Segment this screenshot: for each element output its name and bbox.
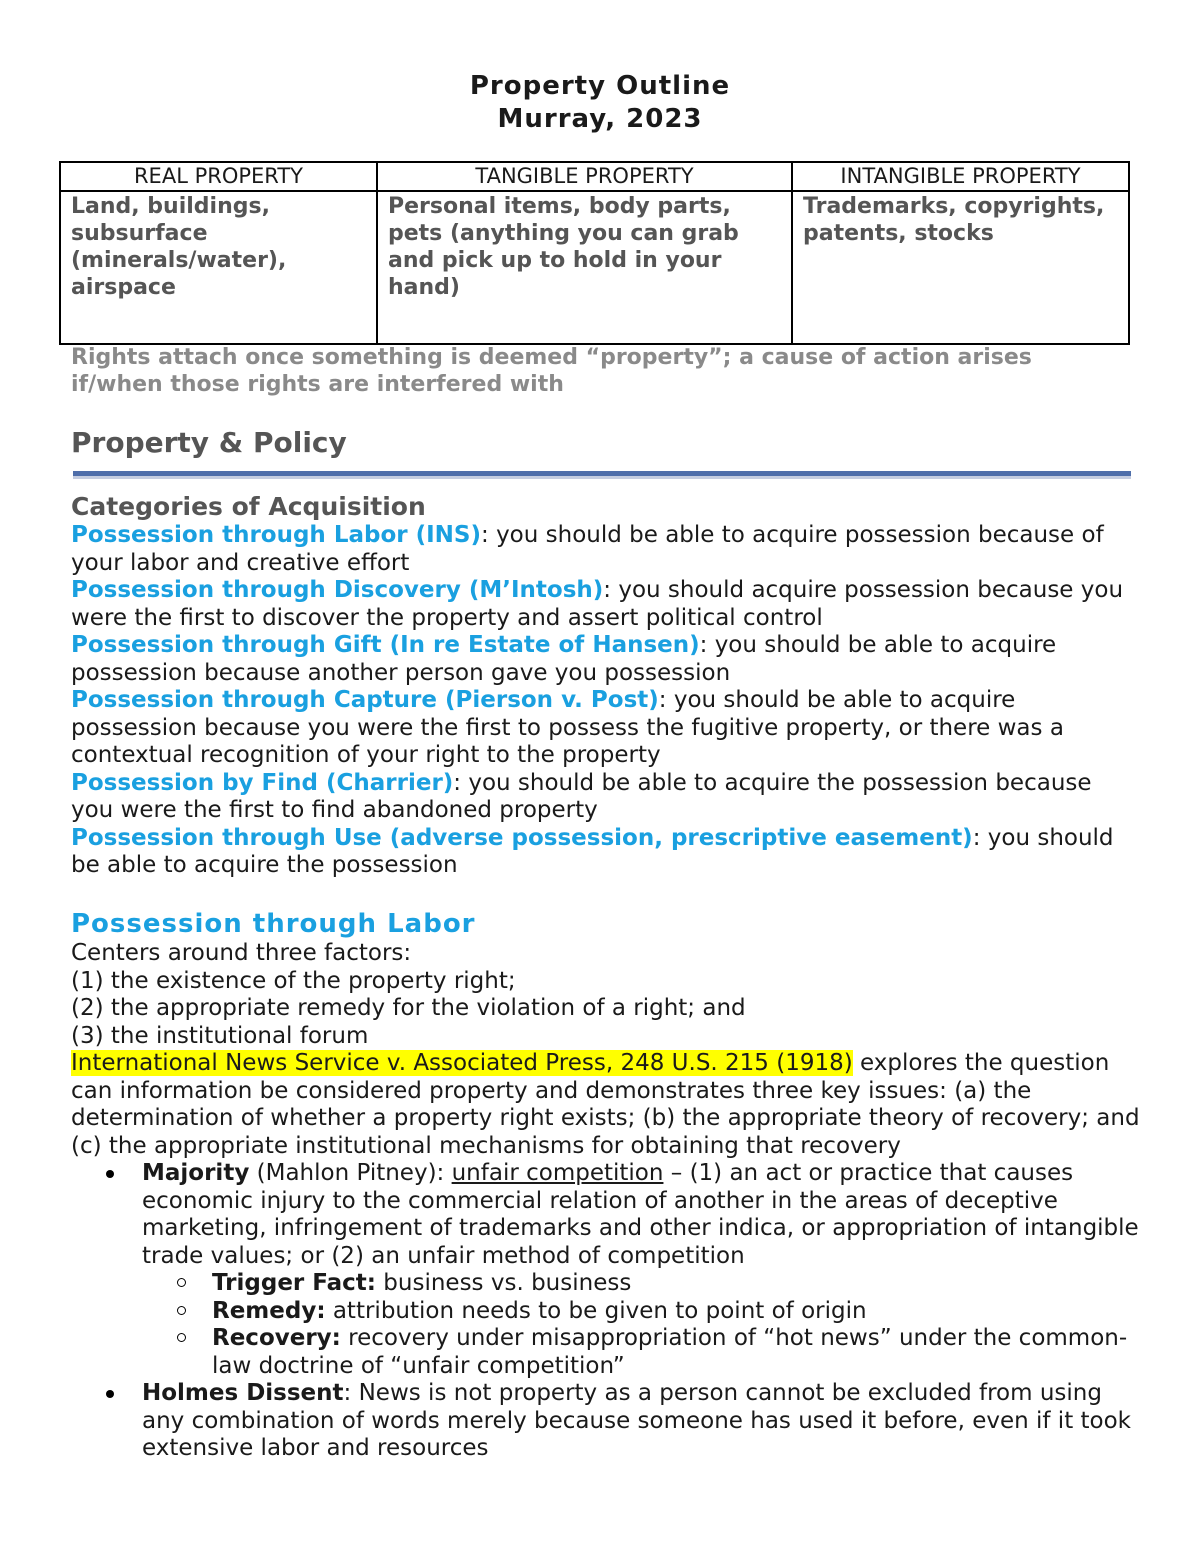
- category-item: [71, 770, 1141, 825]
- category-text: : you should be able to acquire possession because another person gave you possession: [71, 632, 1057, 686]
- sub-text: attribution needs to be given to point of origin: [325, 1297, 867, 1324]
- majority-sublist: [142, 1270, 1141, 1380]
- majority-author: (Mahlon Pitney):: [249, 1160, 452, 1186]
- sub-text: recovery under misappropriation of “hot news” under the common-law doctrine of “unfair competition”: [212, 1325, 1128, 1379]
- labor-factor: (1) the existence of the property right;: [71, 967, 516, 994]
- circle-bullet-icon: [177, 1333, 186, 1342]
- category-item: [71, 577, 1141, 632]
- list-item-dissent: [71, 1380, 1141, 1463]
- dissent-label: Holmes Dissent: [142, 1380, 344, 1406]
- bullet-icon: [106, 1390, 114, 1398]
- property-types-table: [59, 161, 1130, 345]
- labor-factor: (3) the institutional forum: [71, 1022, 369, 1049]
- document-title: Property Outline: [469, 71, 731, 101]
- category-label: Possession through Discovery (M’Intosh): [71, 577, 604, 603]
- labor-factor: (2) the appropriate remedy for the violation of a right; and: [71, 995, 746, 1021]
- section-heading: Property & Policy: [71, 426, 347, 459]
- category-text: : you should acquire possession because you were the first to discover the property and assert political control: [71, 577, 1124, 631]
- bullet-icon: [106, 1170, 114, 1178]
- sub-label: Recovery:: [212, 1325, 341, 1351]
- table-header-row: [60, 162, 1129, 191]
- category-item: [71, 687, 1141, 770]
- table-row: [60, 191, 1129, 344]
- list-item-majority: [71, 1160, 1141, 1380]
- case-text: explores the question can information be considered property and demonstrates three key issues: (a) the determination of whether a property right exists; (b) the appropriate theory of recovery; and (c) the appropriate institutional mechanisms for obtaining that recovery: [71, 1050, 1140, 1159]
- table-cell-tangible: Personal items, body parts, pets (anything you can grab and pick up to hold in your hand): [377, 191, 792, 344]
- document-subtitle: Murray, 2023: [497, 104, 703, 134]
- case-name-highlight: International News Service v. Associated Press, 248 U.S. 215 (1918): [71, 1050, 853, 1076]
- list-item: [142, 1270, 1141, 1298]
- table-cell-real: Land, buildings, subsurface (minerals/water), airspace: [60, 191, 377, 344]
- sub-label: Trigger Fact:: [212, 1270, 376, 1296]
- labor-heading: Possession through Labor: [71, 909, 476, 939]
- majority-label: Majority: [142, 1160, 250, 1186]
- list-item: [142, 1298, 1141, 1326]
- category-item: [71, 825, 1141, 880]
- circle-bullet-icon: [177, 1278, 186, 1287]
- category-label: Possession through Labor (INS): [71, 522, 482, 548]
- opinion-list: [71, 1160, 1141, 1463]
- category-text: : you should be able to acquire the possession: [71, 824, 1114, 878]
- table-cell-intangible: Trademarks, copyrights, patents, stocks: [792, 191, 1129, 344]
- list-item: [142, 1325, 1141, 1380]
- category-item: [71, 632, 1141, 687]
- category-label: Possession by Find (Charrier): [71, 769, 454, 796]
- majority-term: unfair competition: [451, 1160, 664, 1186]
- sub-text: business vs. business: [375, 1270, 632, 1296]
- dissent-text: : News is not property as a person cannot be excluded from using any combination of words merely because someone has used it before, even if it took extensive labor and resources: [142, 1380, 1131, 1461]
- category-label: Possession through Capture (Pierson v. Post): [71, 687, 659, 713]
- labor-block: [71, 908, 1141, 1463]
- sub-label: Remedy:: [212, 1297, 326, 1324]
- table-header-real: REAL PROPERTY: [60, 162, 377, 191]
- categories-heading: Categories of Acquisition: [71, 492, 426, 521]
- category-text: : you should be able to acquire the possession because you were the first to find abandoned property: [71, 769, 1092, 823]
- category-text: : you should be able to acquire possession because you were the first to possess the fugitive property, or there was a contextual recognition of your right to the property: [71, 687, 1064, 768]
- category-item: [71, 522, 1141, 577]
- section-divider: [73, 471, 1131, 479]
- category-label: Possession through Gift (In re Estate of Hansen): [71, 632, 700, 658]
- table-header-intangible: INTANGIBLE PROPERTY: [792, 162, 1129, 191]
- category-text: : you should be able to acquire possession because of your labor and creative effort: [71, 522, 1104, 576]
- category-label: Possession through Use (adverse possession, prescriptive easement): [71, 824, 973, 851]
- majority-text: – (1) an act or practice that causes economic injury to the commercial relation of another in the areas of deceptive marketing, infringement of trademarks and other indica, or appropriation of intangible trade values; or (2) an unfair method of competition: [142, 1160, 1139, 1269]
- categories-block: [71, 492, 1141, 880]
- rights-note: Rights attach once something is deemed “property”; a cause of action arises if/when those rights are interfered with: [71, 345, 1032, 397]
- table-header-tangible: TANGIBLE PROPERTY: [377, 162, 792, 191]
- labor-intro: Centers around three factors:: [71, 940, 412, 966]
- case-paragraph: [71, 1050, 1141, 1160]
- circle-bullet-icon: [177, 1306, 186, 1315]
